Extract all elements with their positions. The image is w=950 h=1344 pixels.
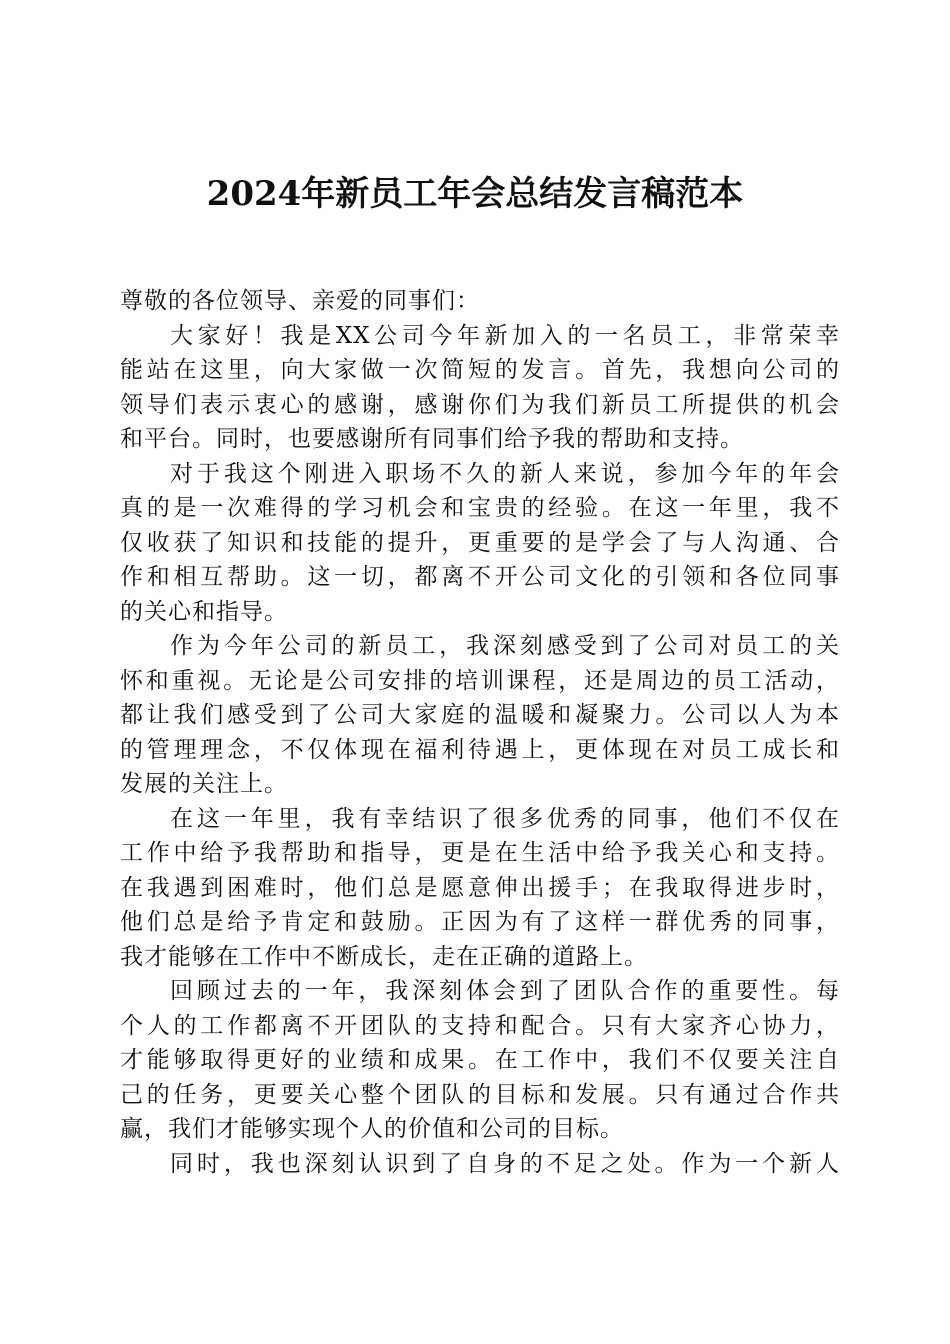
paragraph-line: 领导们表示衷心的感谢，感谢你们为我们新员工所提供的机会 xyxy=(120,391,840,418)
paragraph-line: 我才能够在工作中不断成长，走在正确的道路上。 xyxy=(120,943,648,970)
paragraph-line: 怀和重视。无论是公司安排的培训课程，还是周边的员工活动， xyxy=(120,667,840,694)
paragraph-line: 在这一年里，我有幸结识了很多优秀的同事，他们不仅在 xyxy=(170,805,840,832)
paragraph-line: 个人的工作都离不开团队的支持和配合。只有大家齐心协力， xyxy=(120,1012,840,1039)
paragraph-teamwork xyxy=(120,974,840,1147)
paragraph-line: 和平台。同时，也要感谢所有同事们给予我的帮助和支持。 xyxy=(120,426,744,452)
paragraph-line: 在我遇到困难时，他们总是愿意伸出援手；在我取得进步时， xyxy=(120,874,840,901)
paragraph-line: 真的是一次难得的学习机会和宝贵的经验。在这一年里，我不 xyxy=(120,495,840,521)
paragraph-greeting xyxy=(120,319,840,457)
paragraph-line: 发展的关注上。 xyxy=(120,771,288,797)
paragraph-annual-meeting xyxy=(120,457,840,630)
paragraph-line: 对于我这个刚进入职场不久的新人来说，参加今年的年会 xyxy=(170,460,840,487)
paragraph-shortcomings xyxy=(120,1147,840,1182)
paragraph-line: 大家好！我是XX公司今年新加入的一名员工，非常荣幸 xyxy=(170,322,840,349)
paragraph-line: 的管理理念，不仅体现在福利待遇上，更体现在对员工成长和 xyxy=(120,736,840,763)
paragraph-line: 己的任务，更要关心整个团队的目标和发展。只有通过合作共 xyxy=(120,1081,840,1108)
paragraph-company-care xyxy=(120,629,840,802)
paragraph-line: 他们总是给予肯定和鼓励。正因为有了这样一群优秀的同事， xyxy=(120,909,840,935)
paragraph-line: 都让我们感受到了公司大家庭的温暖和凝聚力。公司以人为本 xyxy=(120,702,840,728)
salutation: 尊敬的各位领导、亲爱的同事们： xyxy=(120,288,480,314)
paragraph-line: 的关心和指导。 xyxy=(120,598,288,625)
paragraph-line: 工作中给予我帮助和指导，更是在生活中给予我关心和支持。 xyxy=(120,840,840,866)
paragraph-line: 才能够取得更好的业绩和成果。在工作中，我们不仅要关注自 xyxy=(120,1047,840,1073)
paragraph-line: 能站在这里，向大家做一次简短的发言。首先，我想向公司的 xyxy=(120,357,840,383)
paragraph-colleagues xyxy=(120,802,840,975)
paragraph-line: 作为今年公司的新员工，我深刻感受到了公司对员工的关 xyxy=(170,633,840,659)
paragraph-line: 作和相互帮助。这一切，都离不开公司文化的引领和各位同事 xyxy=(120,564,840,590)
document-title: 2024年新员工年会总结发言稿范本 xyxy=(206,174,744,214)
paragraph-line: 仅收获了知识和技能的提升，更重要的是学会了与人沟通、合 xyxy=(120,529,840,556)
paragraph-line: 赢，我们才能够实现个人的价值和公司的目标。 xyxy=(120,1116,624,1142)
paragraph-line: 回顾过去的一年，我深刻体会到了团队合作的重要性。每 xyxy=(170,978,840,1004)
document-body xyxy=(120,284,840,1181)
paragraph-line: 同时，我也深刻认识到了自身的不足之处。作为一个新人 xyxy=(170,1150,840,1177)
